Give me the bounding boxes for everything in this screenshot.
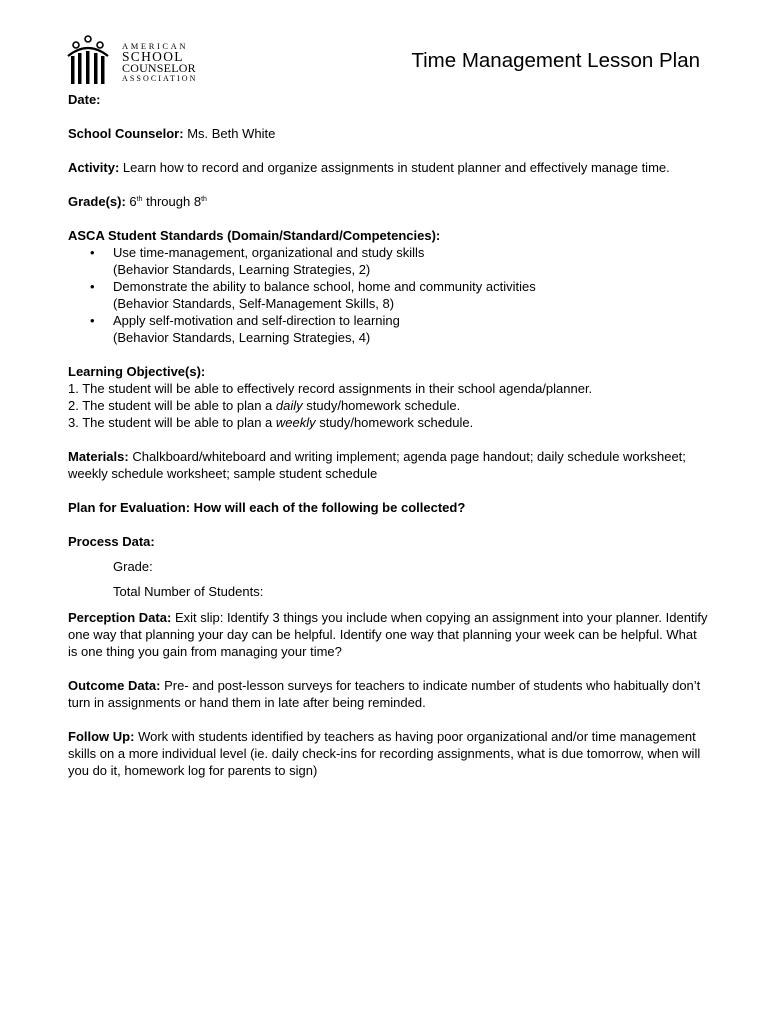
outcome-label: Outcome Data: (68, 678, 161, 693)
objective-emphasis: weekly (275, 415, 316, 430)
asca-emblem-icon (66, 34, 122, 90)
follow-up-field (68, 728, 708, 779)
bullet-icon: • (90, 279, 95, 294)
objectives-list (68, 380, 708, 431)
logo-wordmark (122, 42, 198, 83)
perception-data-field (68, 609, 708, 660)
logo-line-counselor: COUNSELOR (122, 61, 196, 75)
grade-through: through (146, 194, 191, 209)
date-label: Date: (68, 92, 101, 107)
list-item (90, 312, 708, 346)
list-item (90, 244, 708, 278)
perception-value: Exit slip: Identify 3 things you include when copying an assignment into your planner. Identify one way that planning your day can be helpful. Identify one way that planning your week can be helpful. What is one thing you gain from managing your time? (68, 610, 708, 659)
objective-text: study/homework schedule. (302, 398, 461, 413)
page-title: Time Management Lesson Plan (411, 49, 700, 72)
counselor-value: Ms. Beth White (187, 126, 276, 141)
process-total-students-field: Total Number of Students: (113, 584, 264, 599)
grades-field (68, 193, 708, 210)
logo-line-school: SCHOOL (122, 49, 184, 64)
counselor-field (68, 125, 708, 142)
process-grade-field: Grade: (113, 559, 153, 574)
standard-text: Use time-management, organizational and study skills (113, 245, 425, 260)
standard-reference: (Behavior Standards, Learning Strategies, 4) (113, 330, 371, 345)
bullet-icon: • (90, 245, 95, 260)
activity-field (68, 159, 708, 176)
standard-reference: (Behavior Standards, Learning Strategies, 2) (113, 262, 371, 277)
lesson-plan-body (68, 91, 708, 779)
perception-label: Perception Data: (68, 610, 172, 625)
objective-text: 2. The student will be able to plan a (68, 398, 276, 413)
list-item (90, 278, 708, 312)
evaluation-heading: Plan for Evaluation: How will each of the following be collected? (68, 500, 466, 515)
grade-from-suffix: th (136, 196, 143, 203)
standard-text: Demonstrate the ability to balance school, home and community activities (113, 279, 536, 294)
grade-to: 8 (193, 194, 202, 209)
standard-text: Apply self-motivation and self-direction to learning (113, 313, 400, 328)
materials-label: Materials: (68, 449, 129, 464)
process-data-heading: Process Data: (68, 534, 155, 549)
materials-field (68, 448, 708, 482)
activity-value: Learn how to record and organize assignments in student planner and effectively manage time. (122, 160, 670, 175)
date-field (68, 91, 708, 108)
bullet-icon: • (90, 313, 95, 328)
outcome-data-field (68, 677, 708, 711)
grade-to-suffix: th (201, 196, 207, 203)
logo-line-american: AMERICAN (122, 41, 189, 51)
grades-label: Grade(s): (68, 194, 126, 209)
follow-up-label: Follow Up: (68, 729, 135, 744)
objective-text: study/homework schedule. (315, 415, 474, 430)
objectives-heading: Learning Objective(s): (68, 364, 206, 379)
objective-text: 3. The student will be able to plan a (68, 415, 276, 430)
asca-logo (66, 34, 216, 90)
logo-line-association: ASSOCIATION (122, 74, 198, 83)
objective-emphasis: daily (275, 398, 303, 413)
materials-value: Chalkboard/whiteboard and writing implement; agenda page handout; daily schedule worksheet; weekly schedule worksheet; sample student schedule (68, 449, 686, 481)
activity-label: Activity: (68, 160, 120, 175)
grade-from: 6 (129, 194, 137, 209)
objective-item (68, 397, 708, 414)
outcome-value: Pre- and post-lesson surveys for teachers to indicate number of students who habitually don’t turn in assignments or hand them in late after being reminded. (68, 678, 701, 710)
counselor-label: School Counselor: (68, 126, 184, 141)
objective-item (68, 414, 708, 431)
standards-heading: ASCA Student Standards (Domain/Standard/Competencies): (68, 228, 441, 243)
objective-item: 1. The student will be able to effectively record assignments in their school agenda/planner. (68, 381, 593, 396)
follow-up-value: Work with students identified by teachers as having poor organizational and/or time management skills on a more individual level (ie. daily check-ins for recording assignments, what is due tomorrow, when will you do it, homework log for parents to sign) (68, 729, 701, 778)
standards-list (68, 244, 708, 346)
standard-reference: (Behavior Standards, Self-Management Skills, 8) (113, 296, 395, 311)
